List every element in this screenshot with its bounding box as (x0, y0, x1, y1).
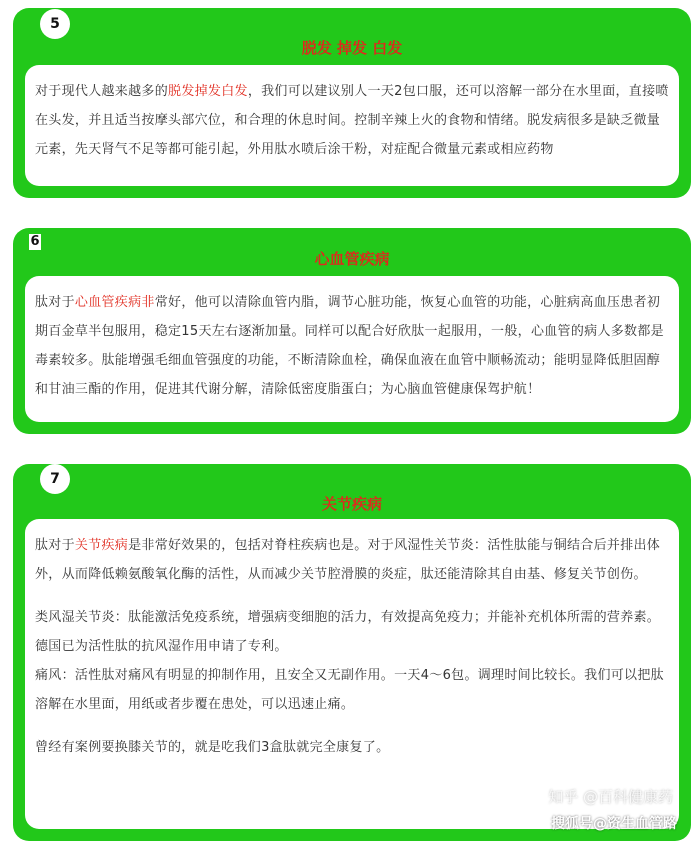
section-title: 心血管疾病 (314, 250, 390, 268)
section-body (25, 276, 679, 422)
section-paragraph: 肽对于关节疾病是非常好效果的，包括对脊柱疾病也是。对于风湿性关节炎：活性肽能与铜结合后并排出体外，从而降低赖氨酸氧化酶的活性，从而减少关节腔滑膜的炎症，肽还能清除其自由基、修复关节创伤。 (35, 538, 661, 582)
section-card-7 (13, 464, 691, 841)
highlight-term: 脱发掉发白发 (168, 84, 248, 99)
watermark-zhihu: 知乎 @百科健康药 (548, 788, 673, 806)
section-number-badge: 7 (40, 464, 70, 494)
section-number-badge: 6 (30, 234, 40, 249)
section-paragraph: 痛风：活性肽对痛风有明显的抑制作用，且安全又无副作用。一天4～6包。调理时间比较长。我们可以把肽溶解在水里面，用纸或者步覆在患处，可以迅速止痛。 (35, 668, 664, 712)
section-card-6 (13, 228, 691, 434)
section-paragraph: 类风湿关节炎：肽能激活免疫系统，增强病变细胞的活力，有效提高免疫力；并能补充机体所需的营养素。德国已为活性肽的抗风湿作用申请了专利。 (35, 610, 661, 654)
section-number-badge: 5 (40, 9, 70, 39)
section-paragraph: 对于现代人越来越多的脱发掉发白发，我们可以建议别人一天2包口服，还可以溶解一部分在水里面，直接喷在头发，并且适当按摩头部穴位，和合理的休息时间。控制辛辣上火的食物和情绪。脱发病很多是缺乏微量元素，先天肾气不足等都可能引起，外用肽水喷后涂干粉，对症配合微量元素或相应药物 (35, 84, 669, 157)
section-body (25, 65, 679, 186)
section-body (25, 519, 679, 829)
section-title: 关节疾病 (321, 495, 382, 513)
highlight-term: 关节疾病 (74, 538, 129, 553)
section-title: 脱发 掉发 白发 (301, 39, 403, 57)
section-paragraph: 曾经有案例要换膝关节的，就是吃我们3盒肽就完全康复了。 (35, 740, 390, 755)
section-card-5 (13, 8, 691, 198)
section-paragraph: 肽对于心血管疾病非常好，他可以清除血管内脂，调节心脏功能，恢复心血管的功能，心脏病高血压患者初期百金草半包服用，稳定15天左右逐渐加量。同样可以配合好欣肽一起服用，一般，心血管的病人多数都是毒素较多。肽能增强毛细血管强度的功能，不断清除血栓，确保血液在血管中顺畅流动；能明显降低胆固醇和甘油三酯的作用，促进其代谢分解，清除低密度脂蛋白；为心脑血管健康保驾护航！ (35, 295, 664, 397)
highlight-term: 心血管疾病非 (74, 295, 155, 310)
watermark-sohu: 搜狐号@资生血管路 (551, 816, 677, 832)
